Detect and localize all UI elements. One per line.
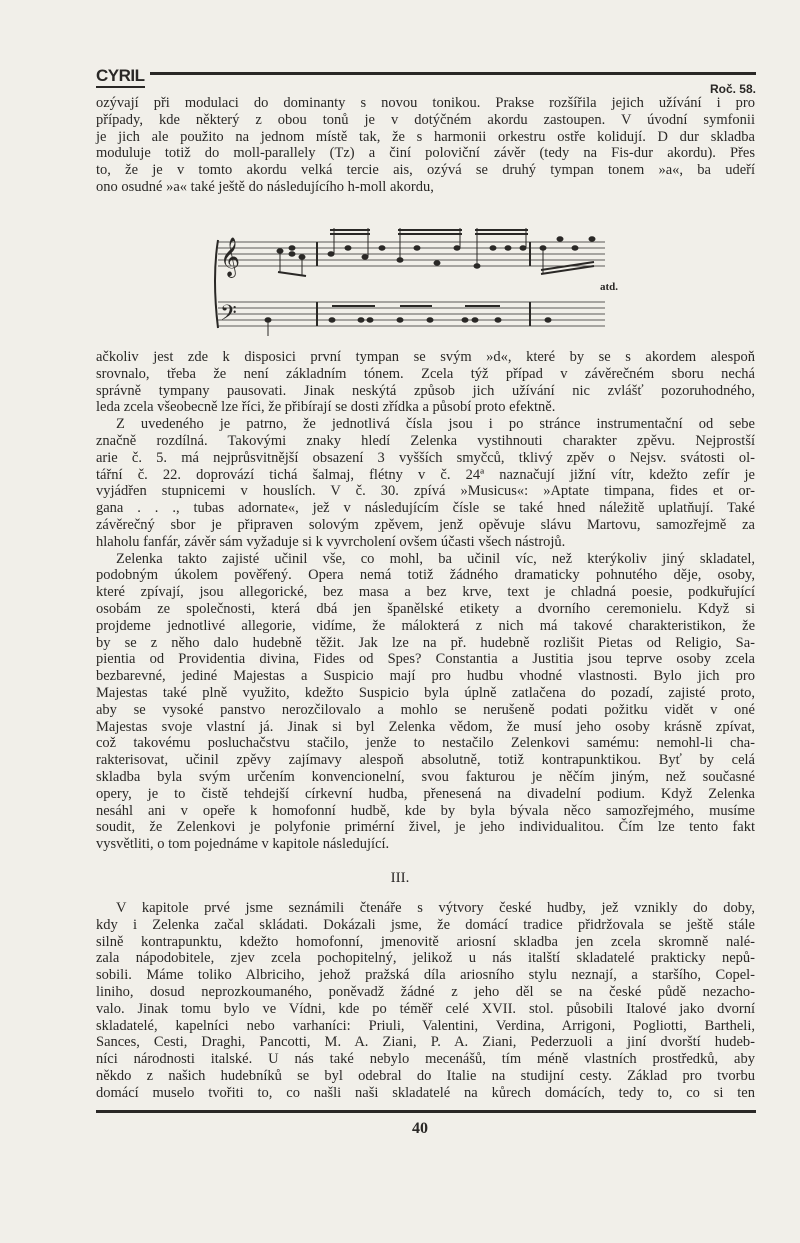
- brace: [215, 240, 218, 328]
- text-line: ono osudné »a« také ještě do následujícího h-moll akordu,: [96, 178, 434, 195]
- text-line: moduluje totiž do moll-parallely (Tz) a činí poloviční závěr (tedy na Fis-dur akordu). Přes: [96, 145, 755, 162]
- text-line: domácí muselo tvořiti to, co našli naši skladatelé na kůrech domácích, tedy to, co si ten: [96, 1084, 755, 1101]
- text-line: gana . . ., tubas adornate«, jež v následujícím čísle se také hned náležitě uplatňují. Také: [96, 500, 755, 517]
- text-line: soudit, že Zelenkovi je polyfonie primérní živel, je jeho individualitou. Čím lze tento fakt: [96, 819, 755, 836]
- text-line: Z uvedeného je patrno, že jednotlivá čísla jsou i po stránce instrumentační od sebe: [116, 416, 755, 433]
- paragraph: [96, 416, 755, 550]
- text-line: opery, je to čistě tehdejší církevní hudba, přenesená na divadelní podium. Když Zelenka: [96, 785, 755, 802]
- footer-rule: [96, 1110, 756, 1113]
- text-line: tářní č. 22. doprovází tichá šalmaj, flétny v č. 24ª naznačují jižní vítr, kdežto zefír je: [96, 466, 755, 483]
- text-line: valo. Jinak tomu bylo ve Vídni, kde po téměř celé XVII. stol. působili Italové jako dvorní: [96, 1000, 755, 1017]
- text-line: které zpívají, jsou allegorické, bez masa a bez krve, text je chladná poesie, podkuřující: [96, 584, 755, 601]
- volume-label: Roč. 58.: [709, 82, 756, 96]
- journal-title: CYRIL: [96, 66, 145, 88]
- page-number: 40: [412, 1120, 428, 1137]
- text-line: silně kontrapunktu, kdežto homofonní, jmenovitě ariosní skladba jen zcela skromně nalé-: [96, 933, 755, 950]
- text-line: případy, kde některý z obou tonů je v dotýčném akordu zastoupen. V úvodní symfonii: [96, 111, 755, 128]
- text-line: ačkoliv jest zde k disposici první tympan se svým »d«, které by se s akordem alespoň: [96, 349, 755, 365]
- text-line: to, že je v tomto akordu velká tercie ais, ozývá se druhý tympan tonem »a«, ba udeří: [96, 162, 755, 179]
- text-line: sobili. Máme toliko Albriciho, jehož pražská díla ariosního stylu neznají, a staršího, Copel-: [96, 967, 755, 984]
- text-block-intro: [96, 95, 755, 196]
- text-line: arie č. 5. má nejprůsvitnější obsazení 3 vyšších smyčců, tklivý zpěv o Nejsv. svátosti ol-: [96, 449, 755, 466]
- text-line: V kapitole prvé jsme seznámili čtenáře s výtvory české hudby, jež vznikly do doby,: [116, 900, 755, 916]
- text-line: Zelenka takto zajisté učinil vše, co mohl, ba učinil víc, než kterýkoliv jiný skladatel,: [116, 550, 755, 567]
- text-line: osobám ze společnosti, která dbá jen španělské etikety a dvorního ceremonielu. Když si: [96, 600, 755, 617]
- text-line: Sances, Cesti, Draghi, Pancotti, M. A. Ziani, P. A. Ziani, Pederzuoli a jiní dvorští hudeb-: [96, 1034, 755, 1051]
- treble-staff: [218, 242, 605, 266]
- text-line: skladatelé, kapelníci nebo varhaníci: Priuli, Valentini, Verdina, Arrigoni, Pogliotti, Bartheli,: [96, 1017, 755, 1034]
- text-line: leda zcela všeobecně lze říci, že přibírají se dosti zřídka a působí proto efektně.: [96, 399, 556, 416]
- text-line: aby se vysoké panstvo nerozčilovalo a mohlo se nerušeně podati požitku vidět v oné: [96, 701, 755, 718]
- text-line: vysvětliti, o tom pojednáme v kapitole následující.: [96, 836, 390, 853]
- text-line: projdeme jednotlivé allegorie, vidíme, že málokterá z nich má takové charakteristikon, že: [96, 617, 755, 634]
- continuation-label: atd.: [600, 281, 619, 293]
- text-line: což takovému posluchačstvu stačilo, jenže to nestačilo Zelenkovi samému: nemohl-li cha-: [96, 735, 755, 752]
- text-line: vyjádřen stupnicemi v houslích. V č. 30. zpívá »Musicus«: »Aptate timpana, fides et or-: [96, 483, 755, 500]
- text-line: někdo z našich hudebníků se byl odebral do Italie na studijní cesty. Základ pro tvorbu: [96, 1067, 755, 1084]
- text-block-main: [96, 349, 755, 853]
- text-line: ozývají při modulaci do dominanty s novou tonikou. Prakse rozšířila jejich užívání i pro: [96, 95, 755, 111]
- text-line: kdy i Zelenka začal skládati. Dokázali jsme, že domácí tradice přidržovala se ještě stále: [96, 916, 755, 933]
- paragraph: [96, 551, 755, 853]
- text-line: Majestas také plně využito, kdežto Suspicio byla úplně zatlačena do pozadí, zajisté proto,: [96, 684, 755, 701]
- text-block-section-3: [96, 900, 755, 1102]
- bass-clef-icon: 𝄢: [220, 301, 237, 331]
- text-line: by se z něho dalo hudebně těžit. Jak lze na př. hudebně rozlišit Pietas od Religio, Sa-: [96, 634, 755, 651]
- text-line: bezbarevné, jediné Majestas a Suspicio mají pro hudbu vhodné vlastnosti. Bylo jich pro: [96, 668, 755, 685]
- paragraph: [96, 349, 755, 416]
- text-line: srovnalo, třeba že není základním tónem. Zcela týž případ v závěrečném sboru nechá: [96, 365, 755, 382]
- text-line: podobným úkolem pověřený. Opera nemá totiž žádného dramaticky pohnutého děje, osoby,: [96, 567, 755, 584]
- section-heading: III.: [390, 870, 410, 886]
- text-line: liniho, dosud neprozkoumaného, poněvadž žádné z jeho děl se na české půdě nezacho-: [96, 983, 755, 1000]
- text-line: pientia od Providentia divina, Fides od Spes? Constantia a Justitia jsou teprve osoby zcela: [96, 651, 755, 668]
- treble-clef-icon: 𝄞: [220, 237, 241, 277]
- text-line: závěrečný sbor je připraven solovým zpěvem, jenž opěvuje slávu Martovu, samozřejmě za: [96, 516, 755, 533]
- text-line: níci národnosti italské. U nás také nebylo mecenášů, tím méně vlastních prostředků, aby: [96, 1051, 755, 1068]
- music-example: [210, 228, 650, 340]
- text-line: nesáhl ani v opeře k homofonní hudbě, kde by byla bývala něco samozřejmého, musíme: [96, 802, 755, 819]
- text-line: správně tympany pausovati. Jinak neskýtá způsob jich užívání nic zvlášť pozoruhodného,: [96, 382, 755, 399]
- header-rule: [150, 72, 756, 75]
- text-line: je jich ale použito na jednom místě tak, že s harmonii orkestru ostře kolidují. D dur skladba: [96, 128, 755, 145]
- text-line: hlaholu fanfár, závěr sám vyžaduje si k vyvrcholení ovšem účasti všech nástrojů.: [96, 533, 566, 550]
- text-line: značně rozdílná. Takovými znaky hledí Zelenka vystihnouti charakter zpěvu. Nejprostší: [96, 432, 755, 449]
- text-line: rakterisovat, učinil zpěvy zajímavy alespoň absolutně, totiž kontrapunktikou. Byť by celá: [96, 752, 755, 769]
- text-line: zala nápodobitele, zjev zcela pochopitelný, jelikož u nás italští skladatelé prakticky nepů-: [96, 950, 755, 967]
- text-line: skladba byla svým určením konvencionelní, svou fakturou je něčím jiným, než současné: [96, 768, 755, 785]
- text-line: Majestas svoje vlastní já. Jinak si byl Zelenka vědom, že musí jeho osoby krásně zpívat,: [96, 718, 755, 735]
